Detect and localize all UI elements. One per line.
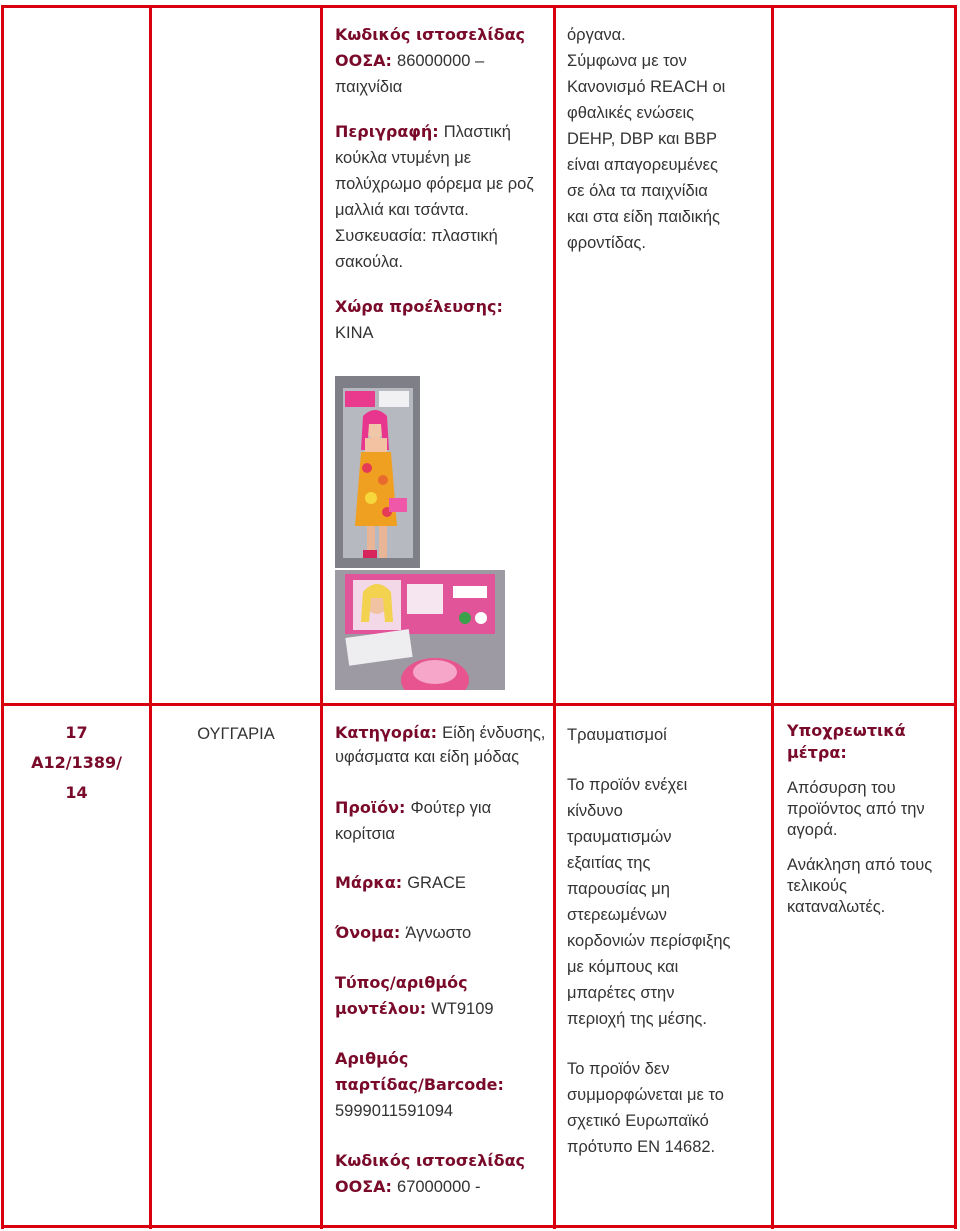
measures-title: Υποχρεωτικά μέτρα: [787, 721, 906, 762]
text-line: συμμορφώνεται με το [567, 1086, 724, 1104]
table-border [320, 5, 323, 1229]
product-details-cell-2 [335, 721, 547, 1200]
entry-number: 17 [65, 723, 88, 742]
risk-cell [567, 22, 767, 256]
website-code: Κωδικός ιστοσελίδας ΟΟΣΑ: 86000000 – παιχνίδια [335, 25, 526, 96]
text-line: όργανα. [567, 26, 626, 44]
model: Τύπος/αριθμός μοντέλου: WT9109 [335, 973, 494, 1018]
table-border [1, 1225, 957, 1228]
text-line: κίνδυνο [567, 802, 623, 820]
text-line: μπαρέτες στην [567, 984, 675, 1002]
text-line: σχετικό Ευρωπαϊκό [567, 1112, 709, 1130]
entry-number-cell [4, 718, 149, 808]
website-code-2: Κωδικός ιστοσελίδας ΟΟΣΑ: 67000000 - [335, 1151, 526, 1196]
table-border [1, 703, 957, 706]
text-line: περιοχή της μέσης. [567, 1010, 707, 1028]
product-photo-packaging [335, 570, 505, 690]
text-line: κορδονιών περίσφιξης [567, 932, 731, 950]
risk-text [567, 22, 767, 256]
product-photo-doll [335, 376, 420, 568]
text-line: Σύμφωνα με τον [567, 52, 687, 70]
name: Όνομα: Άγνωστο [335, 923, 472, 942]
text-line: στερεωμένων [567, 906, 667, 924]
table-border [149, 5, 152, 1229]
origin-value: ΚΙΝΑ [335, 324, 374, 342]
text-line: εξαιτίας της [567, 854, 651, 872]
description: Περιγραφή: Πλαστική κούκλα ντυμένη με πολύχρωμο φόρεμα με ροζ μαλλιά και τσάντα. Συσκευασία: πλαστική σακούλα. [335, 122, 534, 271]
text-line: Κανονισμό REACH οι [567, 78, 726, 96]
risk-title: Τραυματισμοί [567, 726, 667, 744]
risk-cell-2 [567, 722, 767, 1160]
brand: Μάρκα: GRACE [335, 873, 466, 892]
text-line: είναι απαγορευμένες [567, 156, 718, 174]
text-line: σε όλα τα παιχνίδια [567, 182, 708, 200]
measures-cell [787, 720, 951, 918]
text-line: με κόμπους και [567, 958, 679, 976]
text-line: φροντίδας. [567, 234, 646, 252]
text-line: πρότυπο EN 14682. [567, 1138, 716, 1156]
risk-compliance [567, 1056, 767, 1160]
notifying-country: ΟΥΓΓΑΡΙΑ [197, 725, 275, 743]
measure-withdrawal: Απόσυρση του προϊόντος από την αγορά. [787, 779, 925, 839]
text-line: και στα είδη παιδικής [567, 208, 720, 226]
product-details-cell [335, 22, 550, 346]
text-line: φθαλικές ενώσεις [567, 104, 695, 122]
text-line: Το προϊόν δεν [567, 1060, 670, 1078]
product: Προϊόν: Φούτερ για κορίτσια [335, 798, 492, 843]
text-line: DEHP, DBP και BBP [567, 130, 717, 148]
table-border [553, 5, 556, 1229]
text-line: παρουσίας μη [567, 880, 670, 898]
category: Κατηγορία: Είδη ένδυσης, υφάσματα και είδη μόδας [335, 723, 546, 766]
risk-description [567, 772, 767, 1032]
batch-barcode: Αριθμός παρτίδας/Barcode: 5999011591094 [335, 1049, 504, 1120]
reference-line1: A12/1389/ [31, 753, 122, 772]
table-border [1, 5, 957, 8]
text-line: τραυματισμών [567, 828, 672, 846]
country-cell [152, 722, 320, 746]
table-border [954, 5, 957, 1229]
measure-recall: Ανάκληση από τους τελικούς καταναλωτές. [787, 856, 933, 916]
origin-label: Χώρα προέλευσης: [335, 297, 503, 316]
table-border [1, 5, 4, 1229]
text-line: Το προϊόν ενέχει [567, 776, 688, 794]
reference-line2: 14 [65, 783, 88, 802]
table-border [771, 5, 774, 1229]
